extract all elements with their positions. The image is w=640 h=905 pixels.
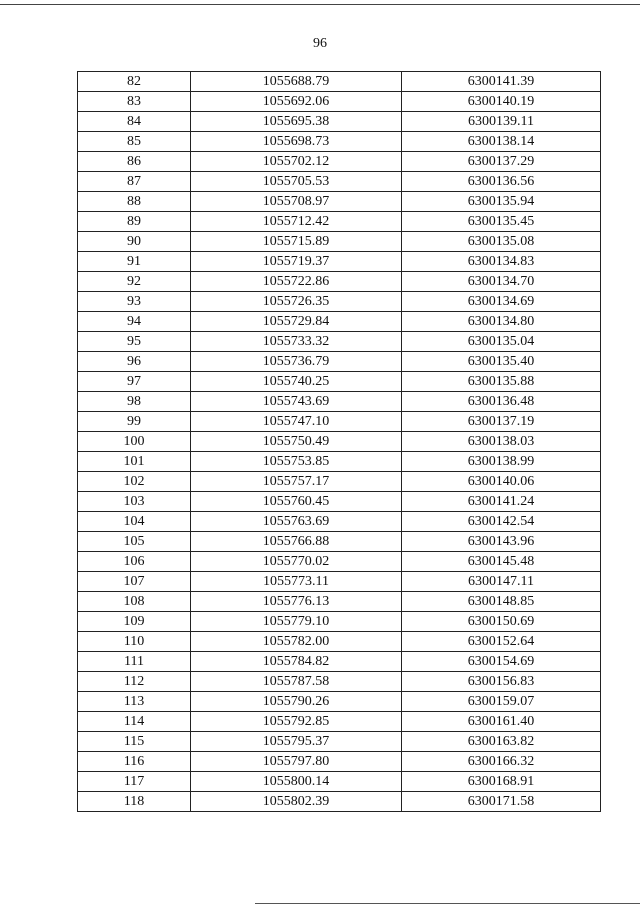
table-row	[78, 752, 601, 772]
page-number: 96	[313, 36, 327, 51]
x-coordinate-cell: 1055750.49	[191, 432, 402, 452]
point-number-cell: 116	[78, 752, 191, 772]
table-row	[78, 352, 601, 372]
table-row	[78, 152, 601, 172]
point-number-cell: 102	[78, 472, 191, 492]
table-row	[78, 432, 601, 452]
point-number-cell: 84	[78, 112, 191, 132]
x-coordinate-cell: 1055705.53	[191, 172, 402, 192]
point-number-cell: 99	[78, 412, 191, 432]
y-coordinate-cell: 6300141.24	[402, 492, 601, 512]
coordinates-table	[77, 71, 601, 812]
point-number-cell: 114	[78, 712, 191, 732]
point-number-cell: 110	[78, 632, 191, 652]
table-row	[78, 172, 601, 192]
point-number-cell: 103	[78, 492, 191, 512]
table-row	[78, 532, 601, 552]
x-coordinate-cell: 1055753.85	[191, 452, 402, 472]
table-row	[78, 412, 601, 432]
x-coordinate-cell: 1055743.69	[191, 392, 402, 412]
table-row	[78, 552, 601, 572]
table-row	[78, 212, 601, 232]
y-coordinate-cell: 6300141.39	[402, 72, 601, 92]
x-coordinate-cell: 1055702.12	[191, 152, 402, 172]
table-row	[78, 472, 601, 492]
x-coordinate-cell: 1055797.80	[191, 752, 402, 772]
point-number-cell: 117	[78, 772, 191, 792]
x-coordinate-cell: 1055688.79	[191, 72, 402, 92]
point-number-cell: 115	[78, 732, 191, 752]
point-number-cell: 94	[78, 312, 191, 332]
y-coordinate-cell: 6300148.85	[402, 592, 601, 612]
x-coordinate-cell: 1055722.86	[191, 272, 402, 292]
y-coordinate-cell: 6300143.96	[402, 532, 601, 552]
point-number-cell: 85	[78, 132, 191, 152]
y-coordinate-cell: 6300135.40	[402, 352, 601, 372]
y-coordinate-cell: 6300134.70	[402, 272, 601, 292]
point-number-cell: 86	[78, 152, 191, 172]
x-coordinate-cell: 1055733.32	[191, 332, 402, 352]
table-row	[78, 232, 601, 252]
x-coordinate-cell: 1055766.88	[191, 532, 402, 552]
point-number-cell: 107	[78, 572, 191, 592]
y-coordinate-cell: 6300145.48	[402, 552, 601, 572]
y-coordinate-cell: 6300140.19	[402, 92, 601, 112]
x-coordinate-cell: 1055770.02	[191, 552, 402, 572]
y-coordinate-cell: 6300134.69	[402, 292, 601, 312]
point-number-cell: 90	[78, 232, 191, 252]
table-row	[78, 692, 601, 712]
y-coordinate-cell: 6300138.14	[402, 132, 601, 152]
x-coordinate-cell: 1055800.14	[191, 772, 402, 792]
point-number-cell: 91	[78, 252, 191, 272]
point-number-cell: 89	[78, 212, 191, 232]
x-coordinate-cell: 1055792.85	[191, 712, 402, 732]
point-number-cell: 96	[78, 352, 191, 372]
table-row	[78, 272, 601, 292]
table-row	[78, 292, 601, 312]
x-coordinate-cell: 1055763.69	[191, 512, 402, 532]
table-row	[78, 672, 601, 692]
y-coordinate-cell: 6300136.56	[402, 172, 601, 192]
point-number-cell: 101	[78, 452, 191, 472]
x-coordinate-cell: 1055779.10	[191, 612, 402, 632]
y-coordinate-cell: 6300135.88	[402, 372, 601, 392]
point-number-cell: 105	[78, 532, 191, 552]
point-number-cell: 104	[78, 512, 191, 532]
point-number-cell: 97	[78, 372, 191, 392]
x-coordinate-cell: 1055715.89	[191, 232, 402, 252]
point-number-cell: 111	[78, 652, 191, 672]
y-coordinate-cell: 6300135.04	[402, 332, 601, 352]
y-coordinate-cell: 6300154.69	[402, 652, 601, 672]
y-coordinate-cell: 6300135.94	[402, 192, 601, 212]
bottom-border-line	[255, 903, 640, 904]
x-coordinate-cell: 1055692.06	[191, 92, 402, 112]
x-coordinate-cell: 1055776.13	[191, 592, 402, 612]
x-coordinate-cell: 1055795.37	[191, 732, 402, 752]
x-coordinate-cell: 1055747.10	[191, 412, 402, 432]
y-coordinate-cell: 6300138.99	[402, 452, 601, 472]
y-coordinate-cell: 6300142.54	[402, 512, 601, 532]
point-number-cell: 93	[78, 292, 191, 312]
y-coordinate-cell: 6300140.06	[402, 472, 601, 492]
table-row	[78, 332, 601, 352]
table-row	[78, 732, 601, 752]
y-coordinate-cell: 6300161.40	[402, 712, 601, 732]
y-coordinate-cell: 6300135.45	[402, 212, 601, 232]
table-row	[78, 592, 601, 612]
y-coordinate-cell: 6300134.80	[402, 312, 601, 332]
point-number-cell: 100	[78, 432, 191, 452]
x-coordinate-cell: 1055790.26	[191, 692, 402, 712]
x-coordinate-cell: 1055782.00	[191, 632, 402, 652]
point-number-cell: 108	[78, 592, 191, 612]
x-coordinate-cell: 1055729.84	[191, 312, 402, 332]
top-border-line	[0, 4, 640, 5]
table-row	[78, 652, 601, 672]
table-row	[78, 612, 601, 632]
table-row	[78, 492, 601, 512]
table-row	[78, 72, 601, 92]
point-number-cell: 106	[78, 552, 191, 572]
table-row	[78, 392, 601, 412]
table-row	[78, 372, 601, 392]
table-row	[78, 252, 601, 272]
point-number-cell: 113	[78, 692, 191, 712]
y-coordinate-cell: 6300163.82	[402, 732, 601, 752]
y-coordinate-cell: 6300138.03	[402, 432, 601, 452]
table-row	[78, 452, 601, 472]
y-coordinate-cell: 6300168.91	[402, 772, 601, 792]
y-coordinate-cell: 6300152.64	[402, 632, 601, 652]
y-coordinate-cell: 6300136.48	[402, 392, 601, 412]
table-row	[78, 132, 601, 152]
point-number-cell: 112	[78, 672, 191, 692]
y-coordinate-cell: 6300139.11	[402, 112, 601, 132]
y-coordinate-cell: 6300150.69	[402, 612, 601, 632]
y-coordinate-cell: 6300159.07	[402, 692, 601, 712]
x-coordinate-cell: 1055784.82	[191, 652, 402, 672]
point-number-cell: 95	[78, 332, 191, 352]
point-number-cell: 83	[78, 92, 191, 112]
x-coordinate-cell: 1055736.79	[191, 352, 402, 372]
x-coordinate-cell: 1055719.37	[191, 252, 402, 272]
table-row	[78, 192, 601, 212]
x-coordinate-cell: 1055740.25	[191, 372, 402, 392]
point-number-cell: 92	[78, 272, 191, 292]
table-row	[78, 112, 601, 132]
coordinates-table-body	[78, 72, 601, 812]
table-row	[78, 632, 601, 652]
x-coordinate-cell: 1055760.45	[191, 492, 402, 512]
table-row	[78, 792, 601, 812]
table-row	[78, 712, 601, 732]
point-number-cell: 98	[78, 392, 191, 412]
y-coordinate-cell: 6300156.83	[402, 672, 601, 692]
x-coordinate-cell: 1055757.17	[191, 472, 402, 492]
x-coordinate-cell: 1055773.11	[191, 572, 402, 592]
y-coordinate-cell: 6300135.08	[402, 232, 601, 252]
x-coordinate-cell: 1055802.39	[191, 792, 402, 812]
point-number-cell: 118	[78, 792, 191, 812]
x-coordinate-cell: 1055787.58	[191, 672, 402, 692]
x-coordinate-cell: 1055708.97	[191, 192, 402, 212]
point-number-cell: 88	[78, 192, 191, 212]
point-number-cell: 87	[78, 172, 191, 192]
x-coordinate-cell: 1055698.73	[191, 132, 402, 152]
table-row	[78, 512, 601, 532]
table-row	[78, 312, 601, 332]
y-coordinate-cell: 6300137.19	[402, 412, 601, 432]
x-coordinate-cell: 1055695.38	[191, 112, 402, 132]
table-row	[78, 92, 601, 112]
x-coordinate-cell: 1055712.42	[191, 212, 402, 232]
table-row	[78, 572, 601, 592]
y-coordinate-cell: 6300171.58	[402, 792, 601, 812]
table-row	[78, 772, 601, 792]
y-coordinate-cell: 6300134.83	[402, 252, 601, 272]
point-number-cell: 109	[78, 612, 191, 632]
y-coordinate-cell: 6300166.32	[402, 752, 601, 772]
point-number-cell: 82	[78, 72, 191, 92]
y-coordinate-cell: 6300137.29	[402, 152, 601, 172]
y-coordinate-cell: 6300147.11	[402, 572, 601, 592]
x-coordinate-cell: 1055726.35	[191, 292, 402, 312]
